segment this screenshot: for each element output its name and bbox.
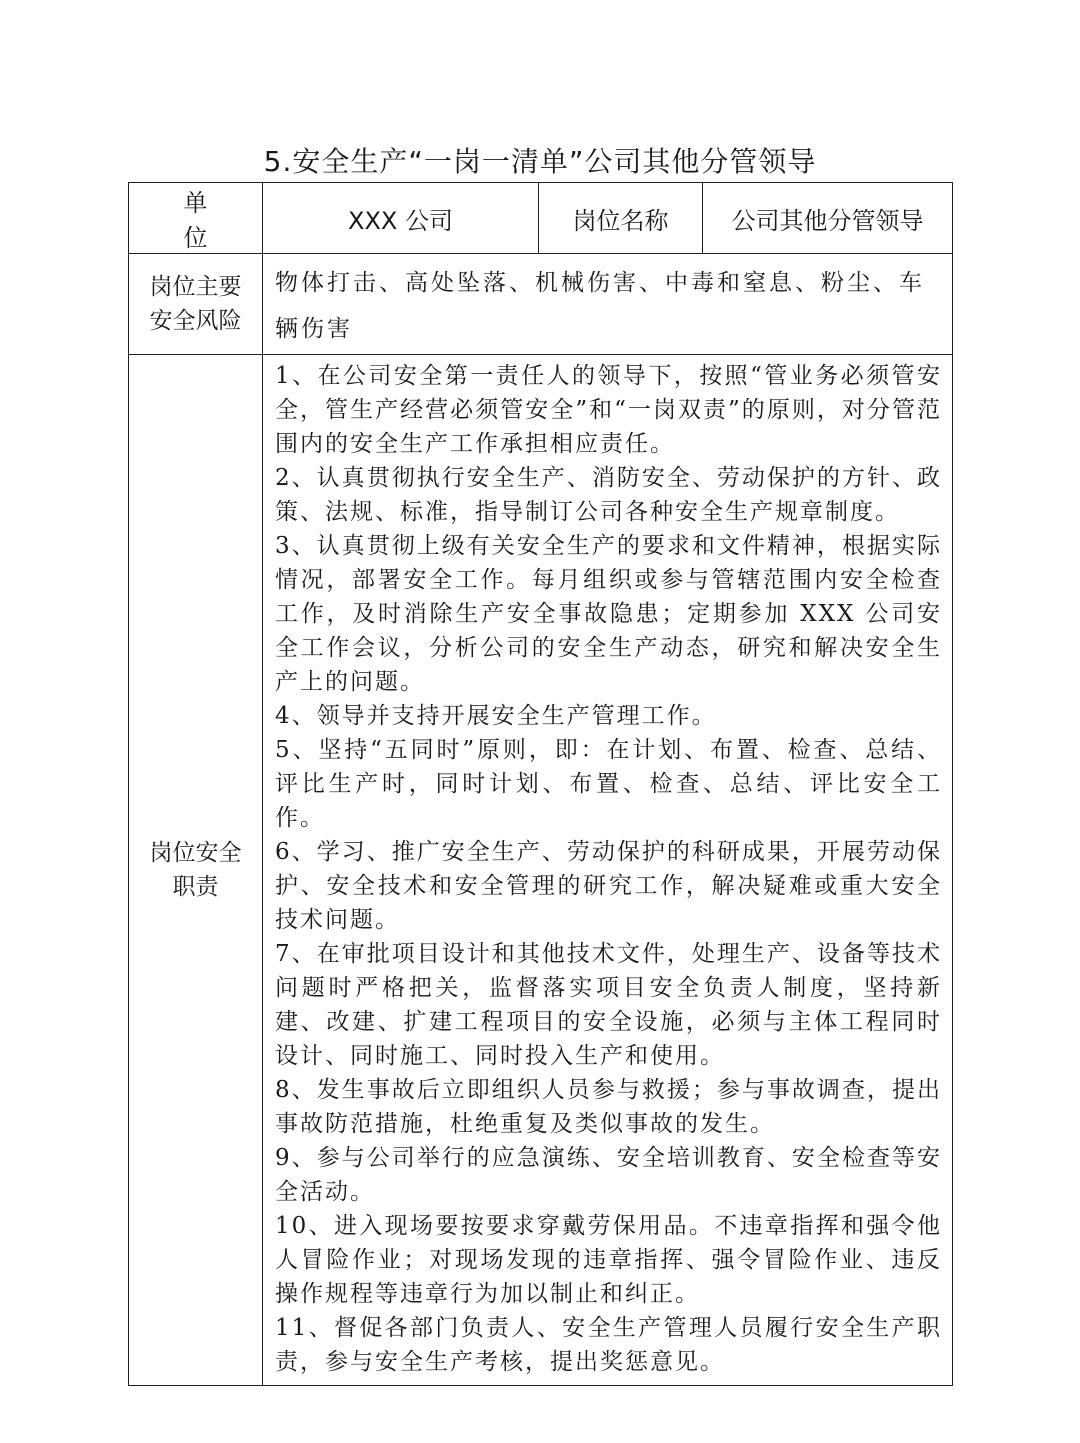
- duty-item-4: 4、领导并支持开展安全生产管理工作。: [275, 703, 717, 729]
- duty-item-3: 3、认真贯彻上级有关安全生产的要求和文件精神，根据实际情况，部署安全工作。每月组织或参与管辖范围内安全检查工作，及时消除生产安全事故隐患；定期参加 XXX 公司安全工作会议，分析公司的安全生产动态，研究和解决安全生产上的问题。: [275, 533, 942, 695]
- duty-row: [129, 355, 953, 1386]
- duty-item-5: 5、坚持“五同时”原则，即：在计划、布置、检查、总结、评比生产时，同时计划、布置、检查、总结、评比安全工作。: [275, 737, 942, 831]
- unit-value: XXX 公司: [263, 183, 539, 254]
- duty-item-1: 1、在公司安全第一责任人的领导下，按照“管业务必须管安全，管生产经营必须管安全”和“一岗双责”的原则，对分管范围内的安全生产工作承担相应责任。: [275, 363, 942, 457]
- duty-item-9: 9、参与公司举行的应急演练、安全培训教育、安全检查等安全活动。: [275, 1145, 942, 1205]
- page-title: 5.安全生产“一岗一清单”公司其他分管领导: [263, 145, 817, 178]
- duty-label-line1: 岗位安全: [149, 840, 242, 866]
- risk-label-line2: 安全风险: [149, 308, 242, 334]
- unit-label: 单 位: [129, 183, 263, 254]
- duty-label-line2: 职责: [172, 874, 219, 900]
- duty-item-2: 2、认真贯彻执行安全生产、消防安全、劳动保护的方针、政策、法规、标准，指导制订公司各种安全生产规章制度。: [275, 465, 942, 525]
- duty-item-7: 7、在审批项目设计和其他技术文件，处理生产、设备等技术问题时严格把关，监督落实项目安全负责人制度，坚持新建、改建、扩建工程项目的安全设施，必须与主体工程同时设计、同时施工、同时投入生产和使用。: [275, 941, 942, 1069]
- duty-table: [128, 182, 953, 1386]
- position-label: 岗位名称: [539, 183, 703, 254]
- header-row: [129, 183, 953, 254]
- risk-row: [129, 254, 953, 355]
- duty-item-11: 11、督促各部门负责人、安全生产管理人员履行安全生产职责，参与安全生产考核，提出奖惩意见。: [275, 1315, 942, 1375]
- risk-content: 物体打击、高处坠落、机械伤害、中毒和窒息、粉尘、车辆伤害: [263, 254, 953, 355]
- duty-item-8: 8、发生事故后立即组织人员参与救援；参与事故调查，提出事故防范措施，杜绝重复及类似事故的发生。: [275, 1077, 942, 1137]
- duty-label: [129, 355, 263, 1386]
- duty-content: [263, 355, 953, 1386]
- duty-item-10: 10、进入现场要按要求穿戴劳保用品。不违章指挥和强令他人冒险作业；对现场发现的违章指挥、强令冒险作业、违反操作规程等违章行为加以制止和纠正。: [275, 1213, 942, 1307]
- risk-label-line1: 岗位主要: [149, 274, 242, 300]
- position-value: 公司其他分管领导: [703, 183, 953, 254]
- risk-label: [129, 254, 263, 355]
- duty-item-6: 6、学习、推广安全生产、劳动保护的科研成果，开展劳动保护、安全技术和安全管理的研究工作，解决疑难或重大安全技术问题。: [275, 839, 942, 933]
